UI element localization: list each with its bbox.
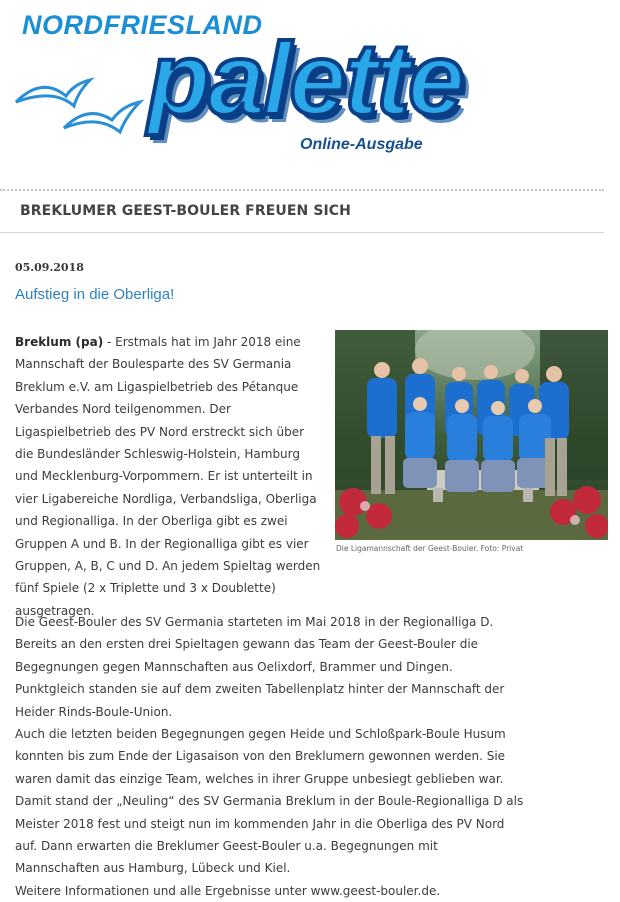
lead-location: Breklum (pa)	[15, 335, 104, 349]
text-line: Meister 2018 fest und steigt nun im kommenden Jahr in die Oberliga des PV Nord	[15, 816, 505, 831]
text-line: waren damit das einzige Team, welches in ihrer Gruppe unbesiegt geblieben war.	[15, 771, 504, 786]
text-line: Breklum e.V. am Ligaspielbetrieb des Pétanque	[15, 379, 299, 394]
team-photo	[335, 330, 608, 540]
headline-divider	[0, 232, 604, 233]
article-subtitle: Aufstieg in die Oberliga!	[15, 286, 175, 303]
text-line: Mannschaften aus Hamburg, Lübeck und Kiel.	[15, 861, 291, 876]
brand-logo-wordmark: palette	[148, 22, 463, 136]
article-headline: BREKLUMER GEEST-BOULER FREUEN SICH	[20, 203, 351, 219]
masthead	[0, 0, 620, 170]
photo-caption: Die Ligamannschaft der Geest-Bouler. Foto: Privat	[336, 544, 524, 553]
text-line: auf. Dann erwarten die Breklumer Geest-Bouler u.a. Begegnungen mit	[15, 839, 438, 854]
seagull-logo-icon	[8, 40, 148, 150]
text-line: Ligaspielbetrieb des PV Nord erstreckt sich über	[15, 424, 305, 439]
text-line: Bereits an den ersten drei Spieltagen gewann das Team der Geest-Bouler die	[15, 637, 479, 652]
text-line: Mannschaft der Boulesparte des SV Germania	[15, 357, 292, 372]
text-line: Auch die letzten beiden Begegnungen gegen Heide und Schloßpark-Boule Husum	[15, 727, 506, 742]
text-line: ausgetragen.	[15, 603, 95, 618]
text-line: vier Ligabereiche Nordliga, Verbandsliga, Oberliga	[15, 491, 317, 506]
article-body-paragraph	[15, 611, 605, 902]
text-line: konnten bis zum Ende der Ligasaison von den Breklumern gewonnen werden. Sie	[15, 749, 506, 764]
text-line: Begegnungen gegen Mannschaften aus Oelixdorf, Brammer und Dingen.	[15, 659, 453, 674]
text-line: Gruppen, A, B, C und D. An jedem Spieltag werden	[15, 559, 321, 574]
text-line: Verbandes Nord teilgenommen. Der	[15, 402, 231, 417]
article-lead-paragraph	[15, 331, 331, 622]
text-line: Weitere Informationen und alle Ergebnisse unter www.geest-bouler.de.	[15, 883, 441, 898]
text-line: fünf Spiele (2 x Triplette und 3 x Doublette)	[15, 581, 276, 596]
text-line: Heider Rinds-Boule-Union.	[15, 704, 173, 719]
brand-sub-text: Online-Ausgabe	[300, 136, 423, 153]
text-line: Gruppen A und B. In der Regionalliga gibt es vier	[15, 536, 309, 551]
text-line: Punktgleich standen sie auf dem zweiten Tabellenplatz hinter der Mannschaft der	[15, 682, 505, 697]
article-date: 05.09.2018	[15, 261, 84, 274]
text-line: Die Geest-Bouler des SV Germania starteten im Mai 2018 in der Regionalliga D.	[15, 615, 494, 629]
text-line: Damit stand der „Neuling“ des SV Germania Breklum in der Boule-Regionalliga D als	[15, 794, 524, 809]
text-line: und Mecklenburg-Vorpommern. Er ist unterteilt in	[15, 469, 313, 484]
dotted-divider	[0, 189, 604, 191]
text-line: - Erstmals hat im Jahr 2018 eine	[103, 335, 301, 349]
brand-top-text: NORDFRIESLAND	[22, 10, 263, 40]
text-line: und Regionalliga. In der Oberliga gibt es zwei	[15, 514, 288, 529]
text-line: die Bundesländer Schleswig-Holstein, Hamburg	[15, 447, 301, 462]
